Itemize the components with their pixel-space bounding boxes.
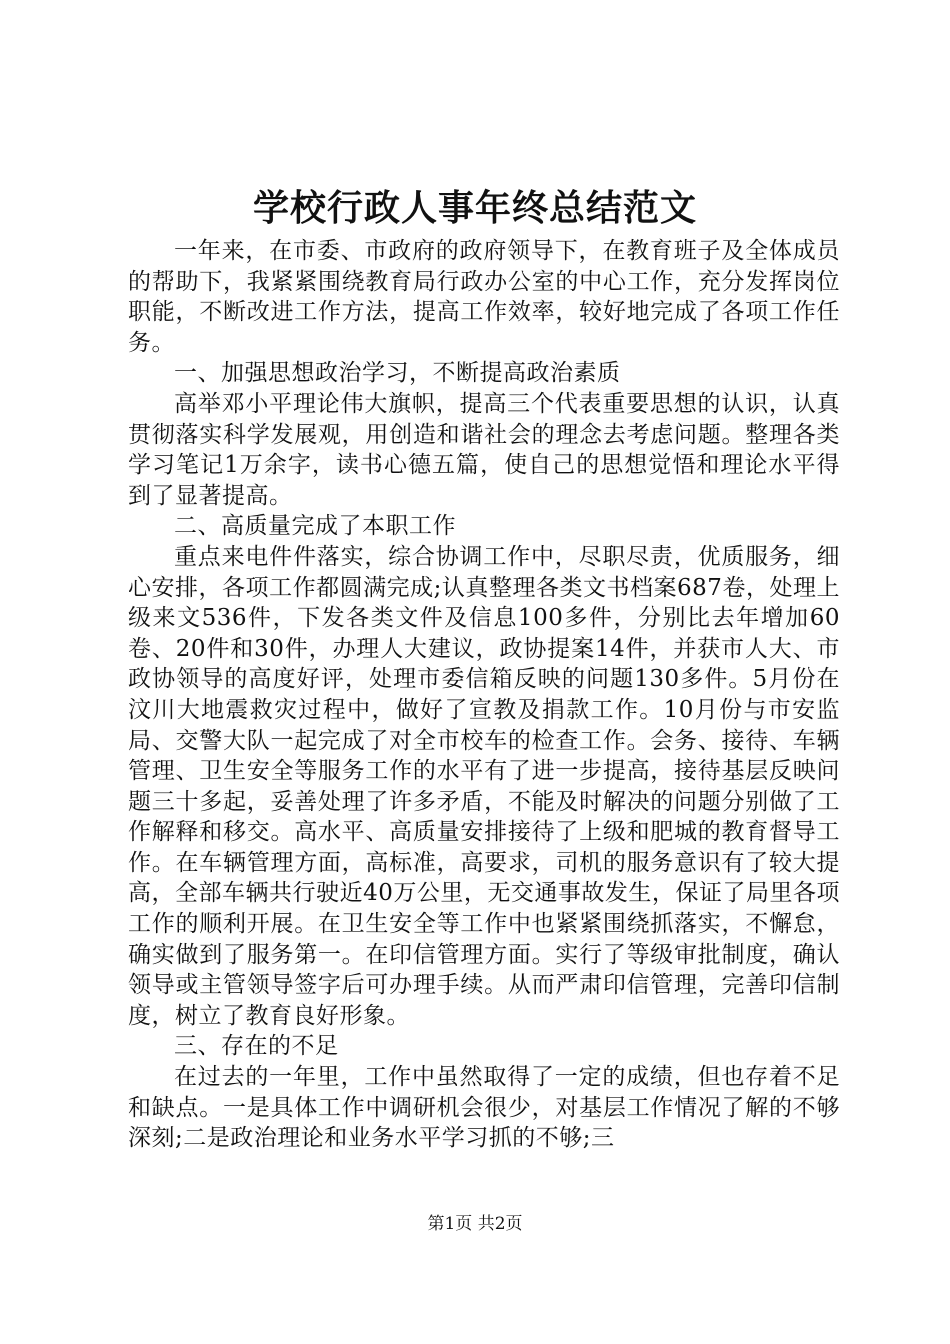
section-heading-1: 一、加强思想政治学习，不断提高政治素质 [174,360,621,387]
page-number-footer: 第1页 共2页 [427,1214,523,1234]
section-heading-2: 二、高质量完成了本职工作 [174,513,456,540]
document-body [128,236,840,1154]
section-2-paragraph: 重点来电件件落实，综合协调工作中，尽职尽责，优质服务，细心安排，各项工作都圆满完成;认真整理各类文书档案687卷，处理上级来文536件，下发各类文件及信息100多件，分别比去年增加60卷、20件和30件，办理人大建议，政协提案14件，并获市人大、市政协领导的高度好评，处理市委信箱反映的问题130多件。5月份在汶川大地震救灾过程中，做好了宣教及捐款工作。10月份与市安监局、交警大队一起完成了对全市校车的检查工作。会务、接待、车辆管理、卫生安全等服务工作的水平有了进一步提高，接待基层反映问题三十多起，妥善处理了许多矛盾，不能及时解决的问题分别做了工作解释和移交。高水平、高质量安排接待了上级和肥城的教育督导工作。在车辆管理方面，高标准，高要求，司机的服务意识有了较大提高，全部车辆共行驶近40万公里，无交通事故发生，保证了局里各项工作的顺利开展。在卫生安全等工作中也紧紧围绕抓落实，不懈怠，确实做到了服务第一。在印信管理方面。实行了等级审批制度，确认领导或主管领导签字后可办理手续。从而严肃印信管理，完善印信制度，树立了教育良好形象。 [128,543,840,1029]
section-1-paragraph: 高举邓小平理论伟大旗帜，提高三个代表重要思想的认识，认真贯彻落实科学发展观，用创造和谐社会的理念去考虑问题。整理各类学习笔记1万余字，读书心德五篇，使自己的思想觉悟和理论水平得到了显著提高。 [128,390,840,509]
section-heading-3: 三、存在的不足 [174,1033,339,1060]
intro-paragraph: 一年来，在市委、市政府的政府领导下，在教育班子及全体成员的帮助下，我紧紧围绕教育局行政办公室的中心工作，充分发挥岗位职能，不断改进工作方法，提高工作效率，较好地完成了各项工作任务。 [128,238,840,356]
document-title: 学校行政人事年终总结范文 [252,187,697,229]
section-3-paragraph: 在过去的一年里，工作中虽然取得了一定的成绩，但也存着不足和缺点。一是具体工作中调研机会很少，对基层工作情况了解的不够深刻;二是政治理论和业务水平学习抓的不够;三 [128,1064,840,1152]
